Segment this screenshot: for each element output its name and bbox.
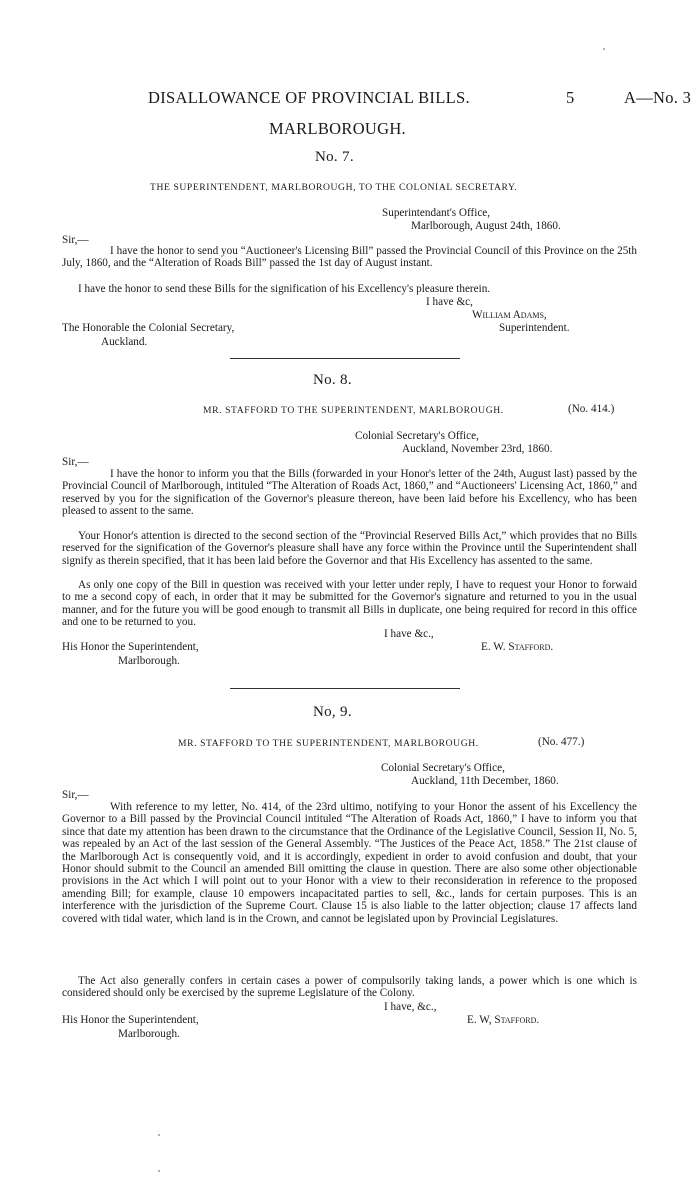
letter-9-salutation: Sir,— <box>62 789 89 801</box>
letter-7-number: No. 7. <box>315 149 354 165</box>
scan-speck <box>158 1134 160 1136</box>
letter-9-recipient-line1: His Honor the Superintendent, <box>62 1014 199 1026</box>
letter-7-signatory-title: Superintendent. <box>499 322 570 334</box>
letter-7-address-line1: Superintendant's Office, <box>382 207 491 219</box>
section-divider-1 <box>230 358 460 359</box>
letter-9-closing: I have, &c., <box>384 1001 437 1013</box>
letter-7-paragraph-2: I have the honor to send these Bills for the signification of his Excellency's pleasure therein. <box>78 283 491 295</box>
letter-7-signatory: William Adams, <box>472 309 547 321</box>
scan-speck <box>603 48 605 50</box>
letter-9-address-line2: Auckland, 11th December, 1860. <box>411 775 559 787</box>
letter-8-recipient-line2: Marlborough. <box>118 655 180 667</box>
letter-9-reference: (No. 477.) <box>538 736 585 748</box>
letter-7-salutation: Sir,— <box>62 234 89 246</box>
letter-8-address-line1: Colonial Secretary's Office, <box>355 430 479 442</box>
letter-8-paragraph-1: I have the honor to inform you that the Bills (forwarded in your Honor's letter of the 24th, August last) passed by the Provincial Council of Marlborough, intituled “The Alteration of Roads Act, 1860,” and “Auctioneers' Licensing Act, 1860,” and reserved by you for the signification of the Governor's pleasure thereon, have been laid before his Excellency, who has been pleased to assent to the same. <box>62 468 637 518</box>
letter-9-address-line1: Colonial Secretary's Office, <box>381 762 505 774</box>
letter-9-paragraph-1: With reference to my letter, No. 414, of the 23rd ultimo, notifying to your Honor the assent of his Excellency the Governor to a Bill passed by the Provincial Council intituled “The Alteration of Roads Act, 1860,” I have to inform you that since that date my attention has been drawn to the circumstance that the Ordinance of the Legislative Council, Session II, No. 5, was repealed by an Act of the last session of the General Assembly. “The Justices of the Peace Act, 1858.” The 21st clause of the Marlborough Act is consequently void, and it is accordingly, expedient in order to avoid confusion and doubt, that your Honor should submit to the Council an amended Bill omitting the clause in question. There are also some other objectionable provisions in the Act which I will point out to your Honor with a view to their reconsideration in reference to the proposed amending Bill; for example, clause 10 empowers incapacitated parties to sell, &c., lands for certain purposes. This is an interference with the jurisdiction of the Supreme Court. Clause 15 is also liable to the latter objection; clause 17 affects land covered with tidal water, which land is in the Crown, and cannot be legislated upon by Provincial Legislatures. <box>62 801 637 925</box>
letter-7-subtitle: THE SUPERINTENDENT, MARLBOROUGH, TO THE COLONIAL SECRETARY. <box>150 182 518 193</box>
letter-9-signatory: E. W, Stafford. <box>467 1014 540 1026</box>
letter-8-salutation: Sir,— <box>62 456 89 468</box>
letter-7-recipient-line1: The Honorable the Colonial Secretary, <box>62 322 235 334</box>
letter-7-recipient-line2: Auckland. <box>101 336 148 348</box>
letter-8-closing: I have &c., <box>384 628 434 640</box>
letter-9-recipient-line2: Marlborough. <box>118 1028 180 1040</box>
page-number: 5 <box>566 88 575 107</box>
letter-8-recipient-line1: His Honor the Superintendent, <box>62 641 199 653</box>
letter-9-number: No, 9. <box>313 704 352 720</box>
letter-8-address-line2: Auckland, November 23rd, 1860. <box>402 443 553 455</box>
letter-8-signatory: E. W. Stafford. <box>481 641 554 653</box>
section-divider-2 <box>230 688 460 689</box>
running-title: DISALLOWANCE OF PROVINCIAL BILLS. <box>148 88 470 107</box>
document-reference: A—No. 3 <box>624 88 692 107</box>
letter-7-closing: I have &c, <box>426 296 473 308</box>
scan-speck <box>158 1170 160 1172</box>
letter-8-number: No. 8. <box>313 372 352 388</box>
letter-9-subtitle: MR. STAFFORD TO THE SUPERINTENDENT, MARLBOROUGH. <box>178 738 479 749</box>
letter-7-paragraph-1: I have the honor to send you “Auctioneer's Licensing Bill” passed the Provincial Council of this Province on the 25th July, 1860, and the “Alteration of Roads Bill” passed the 1st day of August instant. <box>62 245 637 270</box>
letter-8-paragraph-2: Your Honor's attention is directed to the second section of the “Provincial Reserved Bills Act,” which provides that no Bills reserved for the signification of the Governor's pleasure shall have any force within the Province until the Superintendent shall signify as therein specified, that it has been laid before the Governor and that His Excellency has assented to the same. <box>62 530 637 567</box>
letter-8-paragraph-3: As only one copy of the Bill in question was received with your letter under reply, I have to request your Honor to forwaid to me a second copy of each, in order that it may be submitted for the Governor's signature and returned to you in the usual manner, and for the future you will be good enough to transmit all Bills in duplicate, one being required for record in this office and one to be returned to you. <box>62 579 637 629</box>
province-heading: MARLBOROUGH. <box>269 119 406 138</box>
letter-8-reference: (No. 414.) <box>568 403 615 415</box>
letter-7-address-line2: Marlborough, August 24th, 1860. <box>411 220 561 232</box>
letter-9-paragraph-2: The Act also generally confers in certain cases a power of compulsorily taking lands, a power which is one which is considered should only be exercised by the supreme Legislature of the Colony. <box>62 975 637 1000</box>
letter-8-subtitle: MR. STAFFORD TO THE SUPERINTENDENT, MARLBOROUGH. <box>203 405 504 416</box>
